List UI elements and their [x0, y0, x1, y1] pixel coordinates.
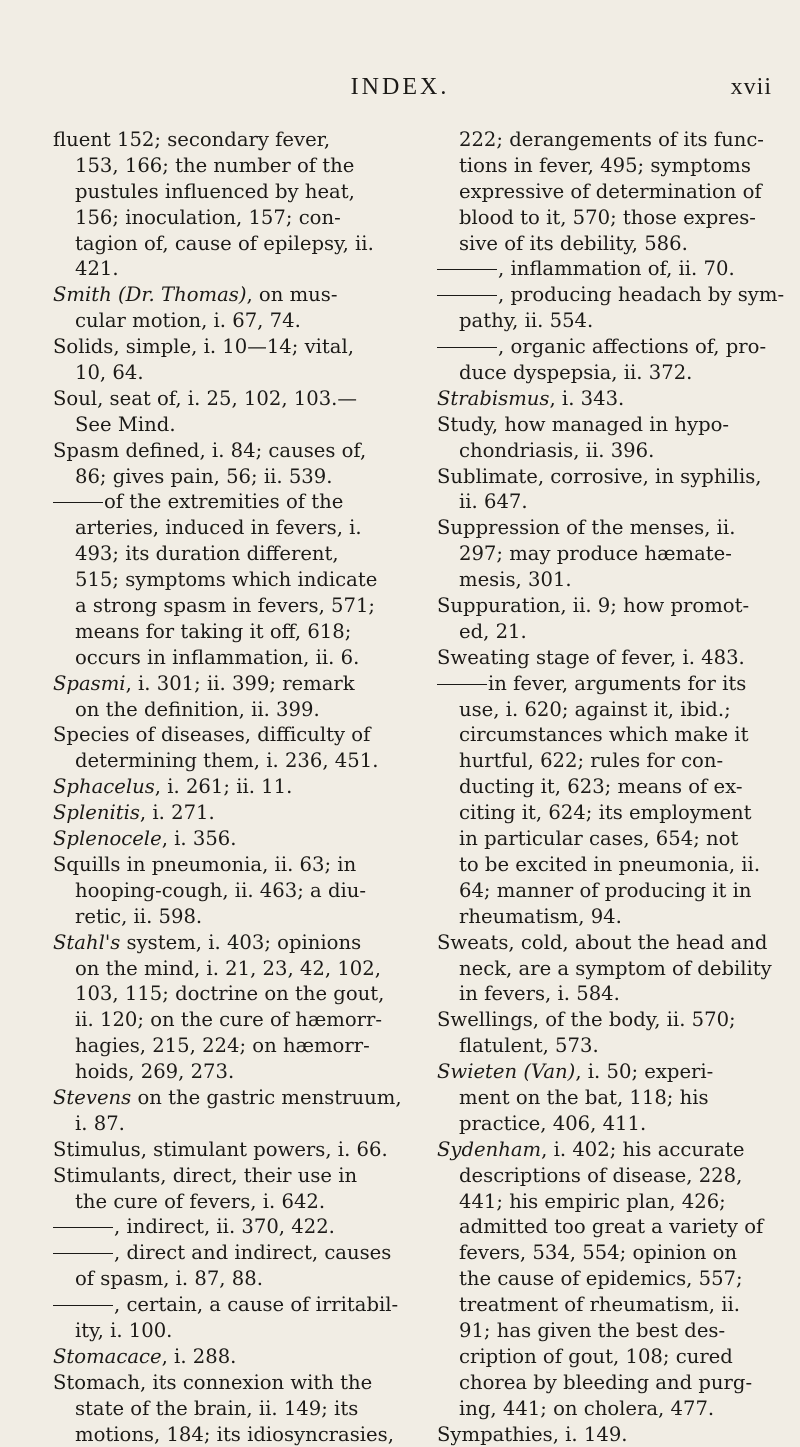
left-column-line: ity, i. 100. [75, 1318, 173, 1342]
left-column-line: ii. 120; on the cure of hæmorr- [75, 1008, 383, 1032]
left-column-line: cular motion, i. 67, 74. [75, 309, 301, 333]
right-column-line: Sweating stage of fever, i. 483. [437, 645, 745, 669]
right-column-line: rheumatism, 94. [459, 904, 622, 928]
right-column-line: ing, 441; on cholera, 477. [459, 1396, 715, 1420]
right-column-line: practice, 406, 411. [459, 1111, 647, 1135]
right-column-line: to be excited in pneumonia, ii. [459, 852, 761, 876]
right-column [437, 127, 785, 1447]
left-column-line: Splenitis, i. 271. [53, 801, 215, 825]
left-column-line: fluent 152; secondary fever, [53, 128, 331, 151]
left-column-line: Stahl's system, i. 403; opinions [53, 930, 362, 954]
right-column-line: fevers, 534, 554; opinion on [459, 1241, 738, 1265]
ditto-rule [437, 347, 497, 348]
left-column-line: on the mind, i. 21, 23, 42, 102, [75, 956, 381, 980]
ditto-rule [437, 684, 487, 685]
right-column-line: circumstances which make it [459, 723, 749, 747]
right-column-line: 64; manner of producing it in [459, 878, 752, 902]
left-column-line: 515; symptoms which indicate [75, 568, 378, 592]
right-column-line: Sublimate, corrosive, in syphilis, [437, 464, 762, 488]
right-column-line: 441; his empiric plan, 426; [459, 1189, 726, 1213]
left-column-line: retic, ii. 598. [75, 904, 203, 928]
left-column-line: hooping-cough, ii. 463; a diu- [75, 878, 366, 902]
left-column-line: occurs in inflammation, ii. 6. [75, 645, 360, 669]
left-column-line: hoids, 269, 273. [75, 1060, 235, 1084]
left-column-line: state of the brain, ii. 149; its [75, 1396, 359, 1420]
left-column-line: hagies, 215, 224; on hæmorr- [75, 1034, 370, 1058]
right-column-line: in particular cases, 654; not [459, 827, 739, 851]
right-column-line: , inflammation of, ii. 70. [437, 256, 782, 282]
left-column-line: , direct and indirect, causes [53, 1240, 408, 1266]
right-column-line: hurtful, 622; rules for con- [459, 749, 724, 773]
left-column-line: Stimulus, stimulant powers, i. 66. [53, 1137, 388, 1161]
left-column-line: Spasm defined, i. 84; causes of, [53, 438, 367, 462]
left-column-line: Stomach, its connexion with the [53, 1370, 373, 1394]
ditto-rule [53, 1305, 113, 1306]
ditto-rule [437, 295, 497, 296]
right-column-line: Sydenham, i. 402; his accurate [437, 1137, 745, 1161]
right-column-line: Swellings, of the body, ii. 570; [437, 1008, 736, 1032]
right-column-line: tions in fever, 495; symptoms [459, 153, 751, 177]
left-column-line: Stevens on the gastric menstruum, [53, 1085, 402, 1109]
left-column-line: on the definition, ii. 399. [75, 697, 320, 721]
left-column-line: of the extremities of the [53, 489, 408, 515]
right-column-line: Sweats, cold, about the head and [437, 930, 768, 954]
right-column-line: 222; derangements of its func- [459, 128, 764, 151]
left-column-line: 421. [75, 257, 119, 281]
left-column-line: tagion of, cause of epilepsy, ii. [75, 231, 374, 255]
ditto-rule [53, 502, 103, 503]
left-column-line: Solids, simple, i. 10—14; vital, [53, 335, 354, 359]
left-column-line: , indirect, ii. 370, 422. [53, 1214, 408, 1240]
left-column [53, 127, 408, 1447]
ditto-rule [53, 1253, 113, 1254]
right-column-line: blood to it, 570; those expres- [459, 205, 756, 229]
left-column-line: Species of diseases, difficulty of [53, 723, 371, 747]
left-column-line: means for taking it off, 618; [75, 619, 352, 643]
left-column-line: Spasmi, i. 301; ii. 399; remark [53, 671, 355, 695]
right-column-line: chondriasis, ii. 396. [459, 438, 655, 462]
right-column-line: descriptions of disease, 228, [459, 1163, 743, 1187]
left-column-line: determining them, i. 236, 451. [75, 749, 379, 773]
right-column-line: admitted too great a variety of [459, 1215, 764, 1239]
right-column-line: Sympathies, i. 149. [437, 1422, 628, 1446]
right-column-line: the cause of epidemics, 557; [459, 1267, 743, 1291]
index-title: INDEX. [350, 74, 450, 100]
left-column-line: Squills in pneumonia, ii. 63; in [53, 852, 357, 876]
right-column-line: ducting it, 623; means of ex- [459, 775, 743, 799]
right-column-line: chorea by bleeding and purg- [459, 1370, 753, 1394]
right-column-line: treatment of rheumatism, ii. [459, 1293, 741, 1317]
right-column-line: duce dyspepsia, ii. 372. [459, 361, 693, 385]
left-column-line: pustules influenced by heat, [75, 179, 355, 203]
left-column-line: Stomacace, i. 288. [53, 1344, 237, 1368]
left-column-line: of spasm, i. 87, 88. [75, 1267, 263, 1291]
left-column-line: Stimulants, direct, their use in [53, 1163, 358, 1187]
right-column-line: Study, how managed in hypo- [437, 412, 730, 436]
left-column-line: motions, 184; its idiosyncrasies, [75, 1422, 394, 1446]
right-column-line: , organic affections of, pro- [437, 334, 782, 360]
right-column-line: use, i. 620; against it, ibid.; [459, 697, 731, 721]
left-column-line: Smith (Dr. Thomas), on mus- [53, 283, 338, 307]
right-column-line: cription of gout, 108; cured [459, 1344, 733, 1368]
right-column-line: in fevers, i. 584. [459, 982, 620, 1006]
right-column-line: expressive of determination of [459, 179, 762, 203]
right-column-line: ii. 647. [459, 490, 528, 514]
left-column-line: Soul, seat of, i. 25, 102, 103.— [53, 386, 357, 410]
right-column-line: Strabismus, i. 343. [437, 386, 625, 410]
page-number: xvii [730, 74, 772, 100]
right-column-line: Swieten (Van), i. 50; experi- [437, 1060, 714, 1084]
left-column-line: the cure of fevers, i. 642. [75, 1189, 326, 1213]
right-column-line: neck, are a symptom of debility [459, 956, 772, 980]
ditto-rule [53, 1227, 113, 1228]
right-column-line: 297; may produce hæmate- [459, 542, 732, 566]
left-column-line: Splenocele, i. 356. [53, 827, 237, 851]
right-column-line: in fever, arguments for its [437, 671, 782, 697]
left-column-line: 86; gives pain, 56; ii. 539. [75, 464, 333, 488]
left-column-line: , certain, a cause of irritabil- [53, 1292, 408, 1318]
left-column-line: 10, 64. [75, 361, 144, 385]
right-column-line: pathy, ii. 554. [459, 309, 594, 333]
right-column-line: sive of its debility, 586. [459, 231, 688, 255]
right-column-line: 91; has given the best des- [459, 1318, 726, 1342]
right-column-line: ed, 21. [459, 619, 527, 643]
left-column-line: See Mind. [75, 412, 176, 436]
right-column-line: mesis, 301. [459, 568, 572, 592]
left-column-line: Sphacelus, i. 261; ii. 11. [53, 775, 293, 799]
page-header [0, 74, 800, 108]
left-column-line: 493; its duration different, [75, 542, 339, 566]
right-column-line: citing it, 624; its employment [459, 801, 752, 825]
left-column-line: 153, 166; the number of the [75, 153, 355, 177]
ditto-rule [437, 269, 497, 270]
right-column-line: Suppression of the menses, ii. [437, 516, 736, 540]
left-column-line: 156; inoculation, 157; con- [75, 205, 341, 229]
left-column-line: arteries, induced in fevers, i. [75, 516, 362, 540]
right-column-line: , producing headach by sym- [437, 282, 782, 308]
right-column-line: ment on the bat, 118; his [459, 1085, 709, 1109]
right-column-line: Suppuration, ii. 9; how promot- [437, 594, 750, 618]
right-column-line: flatulent, 573. [459, 1034, 599, 1058]
left-column-line: i. 87. [75, 1111, 125, 1135]
left-column-line: 103, 115; doctrine on the gout, [75, 982, 385, 1006]
left-column-line: a strong spasm in fevers, 571; [75, 594, 376, 618]
